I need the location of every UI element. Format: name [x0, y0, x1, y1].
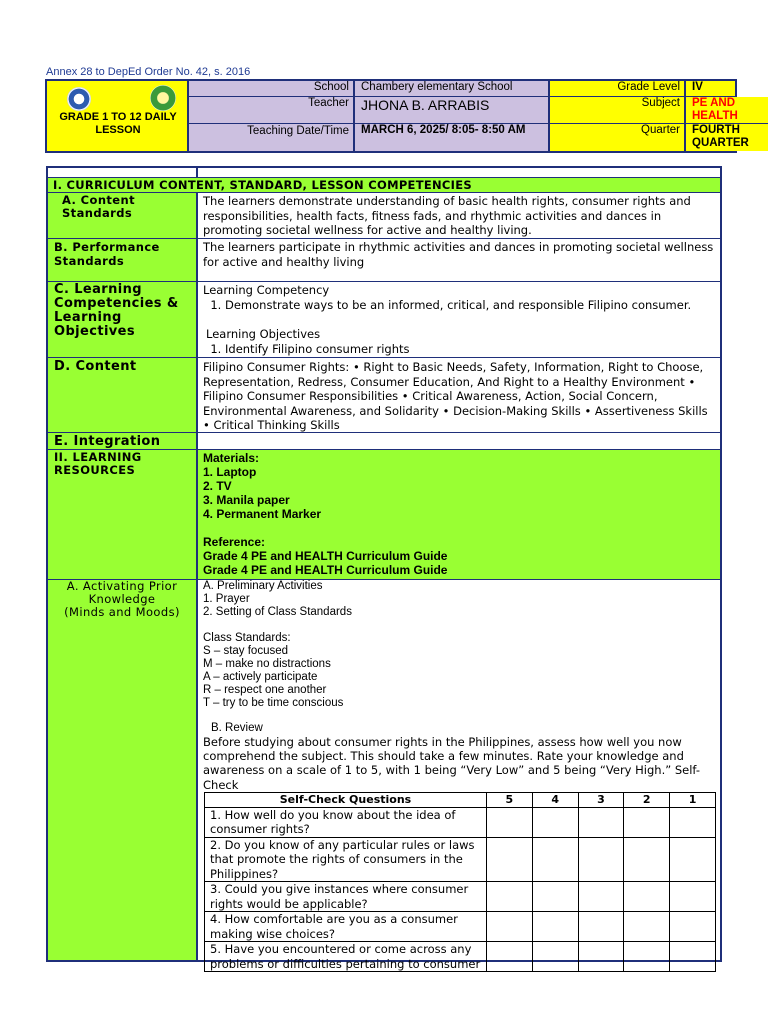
content-standards-text: The learners demonstrate understanding of basic health rights, consumer rights and responsibilities, health facts, fitness fads, and rhythmic activities and dances in promoting societal wellness for active and healthy living. — [203, 194, 691, 237]
reference-item: Grade 4 PE and HEALTH Curriculum Guide — [203, 549, 448, 563]
rating-cell[interactable] — [578, 942, 624, 972]
table-row — [205, 942, 716, 972]
rating-cell[interactable] — [578, 837, 624, 882]
date-label: Teaching Date/Time — [189, 124, 355, 151]
activating-label: A. Activating Prior Knowledge — [66, 579, 178, 606]
rating-cell[interactable] — [670, 942, 716, 972]
content-standards-row — [48, 193, 720, 239]
integration-label: E. Integration — [48, 433, 198, 449]
rating-cell[interactable] — [670, 837, 716, 882]
materials-heading: Materials: — [203, 451, 260, 465]
resources-cell — [198, 450, 720, 579]
objective-item: 1. Identify Filipino consumer rights — [225, 342, 715, 357]
scale-3: 3 — [578, 792, 624, 807]
teacher-value: JHONA B. ARRABIS — [355, 97, 550, 124]
table-row — [205, 837, 716, 882]
reference-heading: Reference: — [203, 535, 266, 549]
activating-sub: (Minds and Moods) — [64, 605, 180, 619]
quarter-label: Quarter — [550, 124, 686, 151]
blank-row — [48, 168, 720, 178]
standard-item: M – make no distractions — [203, 658, 331, 670]
performance-row — [48, 239, 720, 282]
teacher-label: Teacher — [189, 97, 355, 124]
grade-level-label: Grade Level — [550, 81, 686, 97]
content-label: D. Content — [48, 358, 198, 432]
competency-item: 1. Demonstrate ways to be an informed, critical, and responsible Filipino consumer. — [225, 298, 715, 313]
competencies-cell — [198, 282, 720, 357]
content-standards-label: A. Content Standards — [48, 193, 198, 238]
material-item: 4. Permanent Marker — [203, 507, 322, 521]
rating-cell[interactable] — [532, 837, 578, 882]
rating-cell[interactable] — [532, 882, 578, 912]
resources-label: II. LEARNING RESOURCES — [48, 450, 198, 579]
scale-5: 5 — [486, 792, 532, 807]
self-check-header: Self-Check Questions — [205, 792, 487, 807]
content-row — [48, 358, 720, 433]
material-item: 1. Laptop — [203, 465, 257, 479]
deped-seal-icon — [67, 87, 91, 111]
rating-cell[interactable] — [624, 837, 670, 882]
rating-cell[interactable] — [486, 942, 532, 972]
rating-cell[interactable] — [624, 942, 670, 972]
material-item: 3. Manila paper — [203, 493, 290, 507]
rating-cell[interactable] — [578, 912, 624, 942]
activating-label-cell — [48, 580, 198, 960]
question: 1. How well do you know about the idea of consumer rights? — [205, 807, 487, 837]
grade-level-value: IV — [686, 81, 735, 97]
rating-cell[interactable] — [486, 837, 532, 882]
rating-cell[interactable] — [532, 807, 578, 837]
question: 4. How comfortable are you as a consumer making wise choices? — [205, 912, 487, 942]
grade-title: GRADE 1 TO 12 DAILY LESSON — [59, 111, 177, 136]
table-row — [205, 807, 716, 837]
quarter-value: FOURTH QUARTER — [686, 124, 768, 151]
content-text: Filipino Consumer Rights: • Right to Basic Needs, Safety, Information, Right to Choose, Representation, Redress, Consumer Education, And Right to a Healthy Environment • Filipino Consumer Responsibilities • Critical Awareness, Action, Social Concern, Environmental Awareness, and Solidarity • Decision-Making Skills • Assertiveness Skills • Critical Thinking Skills — [203, 360, 708, 432]
rating-cell[interactable] — [578, 882, 624, 912]
curriculum-heading-row — [48, 178, 720, 193]
review-text: Before studying about consumer rights in the Philippines, assess how well you now comprehend the subject. This should take a few minutes. Rate your knowledge and awareness on a scale of 1 to 5, with 1 being “Very Low” and 5 being “Very High.” Self-Check — [203, 735, 700, 792]
logo-cell — [47, 81, 189, 151]
rating-cell[interactable] — [486, 882, 532, 912]
rating-cell[interactable] — [532, 942, 578, 972]
standards-heading: Class Standards: — [203, 632, 291, 644]
rating-cell[interactable] — [624, 912, 670, 942]
question: 3. Could you give instances where consumer rights would be applicable? — [205, 882, 487, 912]
competency-heading: Learning Competency — [203, 283, 330, 297]
rating-cell[interactable] — [670, 882, 716, 912]
subject-label: Subject — [550, 97, 686, 124]
standard-item: R – respect one another — [203, 684, 327, 696]
activating-cell — [198, 580, 721, 971]
self-check-table — [204, 792, 716, 973]
preliminary-item: 2. Setting of Class Standards — [203, 606, 352, 618]
rating-cell[interactable] — [670, 807, 716, 837]
school-logo-icon — [150, 85, 176, 111]
rating-cell[interactable] — [532, 912, 578, 942]
rating-cell[interactable] — [670, 912, 716, 942]
performance-label: B. Performance Standards — [48, 239, 198, 281]
table-row — [205, 912, 716, 942]
review-heading: B. Review — [211, 722, 263, 734]
curriculum-heading: I. CURRICULUM CONTENT, STANDARD, LESSON COMPETENCIES — [48, 178, 720, 192]
objectives-heading: Learning Objectives — [206, 327, 321, 341]
header-table — [45, 79, 749, 153]
scale-1: 1 — [670, 792, 716, 807]
annex-note: Annex 28 to DepEd Order No. 42, s. 2016 — [46, 66, 251, 78]
resources-row — [48, 450, 720, 580]
standard-item: A – actively participate — [203, 671, 318, 683]
rating-cell[interactable] — [486, 807, 532, 837]
question: 2. Do you know of any particular rules or laws that promote the rights of consumers in the Philippines? — [205, 837, 487, 882]
school-value: Chambery elementary School — [355, 81, 550, 97]
preliminary-item: A. Preliminary Activities — [203, 580, 323, 592]
rating-cell[interactable] — [624, 807, 670, 837]
competencies-row — [48, 282, 720, 358]
date-value: MARCH 6, 2025/ 8:05- 8:50 AM — [355, 124, 550, 151]
rating-cell[interactable] — [578, 807, 624, 837]
question: 5. Have you encountered or come across any problems or difficulties pertaining to consumer — [205, 942, 487, 972]
table-row — [205, 882, 716, 912]
scale-4: 4 — [532, 792, 578, 807]
rating-cell[interactable] — [624, 882, 670, 912]
lesson-table — [46, 166, 722, 971]
competencies-label: C. Learning Competencies & Learning Objectives — [48, 282, 198, 357]
reference-item: Grade 4 PE and HEALTH Curriculum Guide — [203, 563, 448, 577]
material-item: 2. TV — [203, 479, 232, 493]
school-label: School — [189, 81, 355, 97]
integration-row — [48, 433, 720, 450]
activating-row — [48, 579, 720, 971]
subject-value: PE AND HEALTH — [686, 97, 768, 124]
preliminary-item: 1. Prayer — [203, 593, 250, 605]
standard-item: S – stay focused — [203, 645, 289, 657]
rating-cell[interactable] — [486, 912, 532, 942]
performance-text: The learners participate in rhythmic activities and dances in promoting societal wellness for active and healthy living — [203, 240, 714, 269]
scale-2: 2 — [624, 792, 670, 807]
standard-item: T – try to be time conscious — [203, 697, 344, 709]
